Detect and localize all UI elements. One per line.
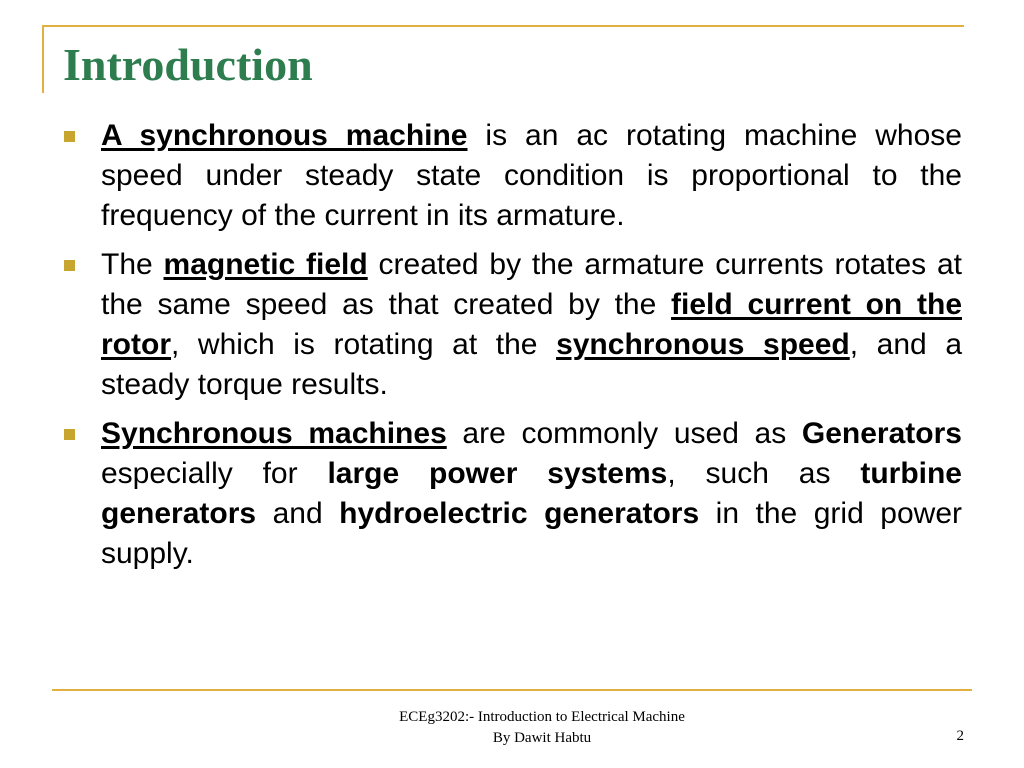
bullet-segment: especially for [101, 457, 328, 490]
bullet-item [60, 116, 962, 236]
square-bullet-icon [64, 429, 75, 440]
bullet-segment: hydroelectric generators [339, 497, 700, 530]
bullet-segment: turbine generators [101, 457, 962, 530]
bullet-segment: created by the armature currents rotates at the same speed as that created by the [101, 248, 962, 321]
square-bullet-icon [64, 260, 75, 271]
bullet-segment: is an ac rotating machine whose speed under steady state condition is proportional to the frequency of the current in its armature. [101, 119, 962, 232]
bullet-item [60, 414, 962, 574]
footer [0, 707, 1024, 749]
top-border-line [42, 25, 964, 27]
footer-author: By Dawit Habtu [492, 730, 592, 746]
bullet-segment: , and a steady torque results. [101, 328, 962, 401]
left-border-line [42, 25, 44, 93]
slide-title: Introduction [63, 39, 313, 90]
bullet-segment: large power systems [327, 457, 668, 490]
bullet-list [60, 116, 962, 583]
bullet-segment: in the grid power supply. [101, 497, 962, 570]
bullet-segment: field current on the rotor [101, 288, 962, 361]
bullet-segment: , which is rotating at the [171, 328, 557, 361]
bullet-segment: magnetic field [163, 248, 368, 281]
square-bullet-icon [64, 131, 75, 142]
footer-course: ECEg3202:- Introduction to Electrical Machine [399, 709, 685, 725]
bullet-segment: , such as [667, 457, 861, 490]
bullet-segment: and [256, 497, 340, 530]
bullet-segment: Generators [801, 417, 962, 450]
bullet-segment: synchronous speed [556, 328, 850, 361]
bullet-segment: are commonly used as [446, 417, 802, 450]
bullet-item [60, 245, 962, 405]
bullet-segment: A synchronous machine [101, 119, 468, 152]
footer-divider [52, 689, 972, 691]
page-number: 2 [956, 728, 964, 744]
bullet-segment: The [101, 248, 164, 281]
bullet-segment: Synchronous machines [101, 417, 447, 450]
